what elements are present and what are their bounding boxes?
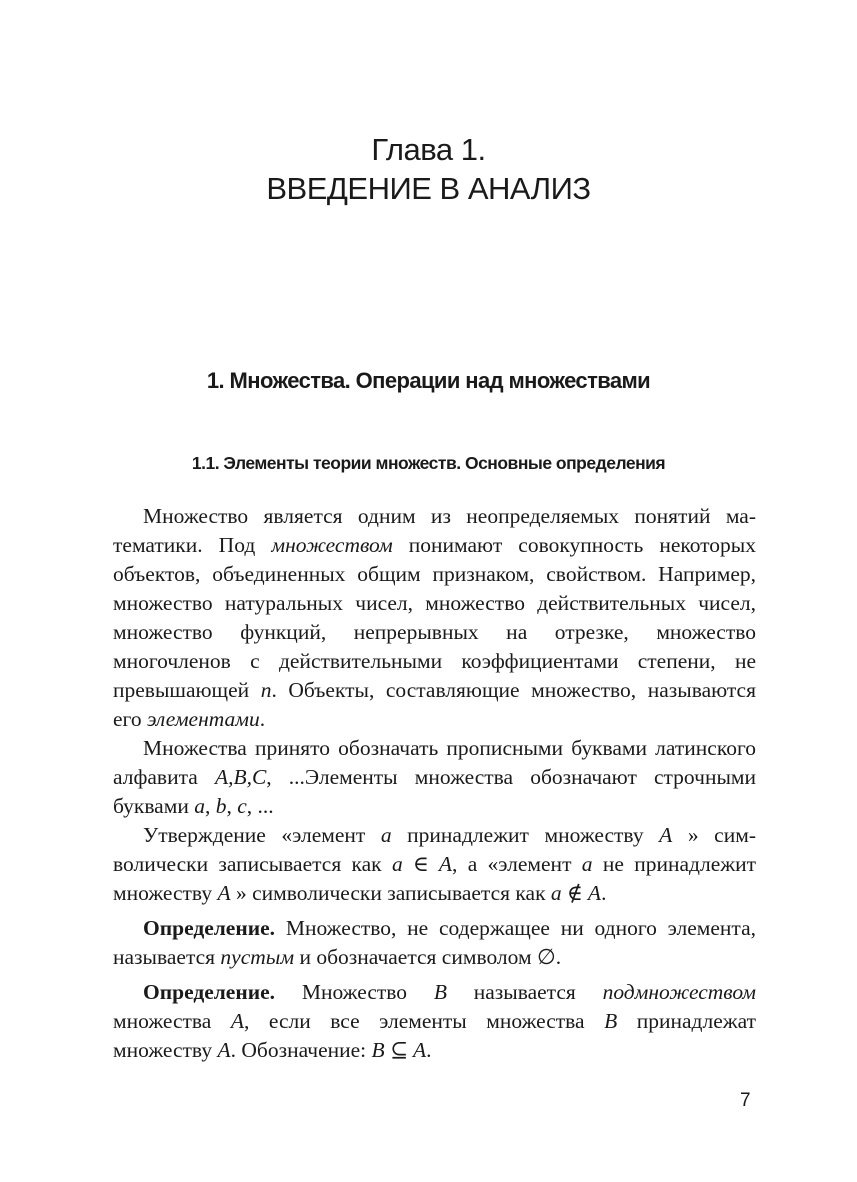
math-symbol: a: [380, 823, 392, 847]
text-run: . Объекты, составляющие множество, называются его: [113, 678, 756, 731]
math-symbol: B: [604, 1009, 618, 1033]
text-run: ,: [226, 794, 238, 818]
section-heading: 1. Множества. Операции над множествами: [206, 368, 651, 393]
empty-set-symbol: ∅: [536, 945, 556, 969]
page-number: 7: [740, 1090, 751, 1111]
math-symbol: A: [230, 1009, 244, 1033]
text-run: » символически записывается как: [113, 823, 756, 876]
text-run: , ...Элементы множества обозначают строчными буквами: [113, 765, 757, 818]
chapter-title: ВВЕДЕНИЕ В АНАЛИЗ: [266, 171, 591, 206]
paragraph-membership: [113, 821, 756, 908]
math-symbol: A: [659, 823, 673, 847]
text-run: называется: [446, 980, 603, 1004]
text-run: , а «элемент: [452, 852, 582, 876]
subsection-heading: 1.1. Элементы теории множеств. Основные определения: [191, 453, 666, 473]
math-symbol: b: [215, 794, 227, 818]
term-emphasis: множеством: [271, 533, 393, 557]
text-run: понимают совокупность некоторых объектов, объединенных общим признаком, свойством. Например, множество натуральных чисел, множество действительных чисел, множество функций, непрерывных на отрезке, множество многочленов с действительными коэффициентами степени, не превышающей: [113, 533, 756, 702]
text-run: , если все элементы множества: [243, 1009, 605, 1033]
text-run: . Обозначение:: [230, 1038, 372, 1062]
text-run: Множество является одним из неопределяемых понятий математики. Под: [113, 504, 756, 557]
definition-label: Определение.: [143, 980, 276, 1004]
math-symbol: A,B,C: [214, 765, 267, 789]
text-run: Множества принято обозначать прописными буквами латинского алфавита: [113, 736, 756, 789]
term-emphasis: подмножеством: [602, 980, 757, 1004]
math-symbol: A: [217, 881, 231, 905]
paragraph-notation: [113, 734, 756, 821]
text-run: ,: [204, 794, 216, 818]
text-run: и обозначается символом: [294, 945, 537, 969]
math-symbol: A: [217, 1038, 231, 1062]
text-run: Множество, не содержащее ни одного элемента, называется: [113, 916, 756, 969]
text-run: принадлежит множеству: [391, 823, 660, 847]
chapter-label: Глава 1.: [371, 132, 486, 167]
text-run: .: [555, 945, 562, 969]
math-symbol: n: [260, 678, 272, 702]
text-run: .: [259, 707, 266, 731]
text-run: Утверждение «элемент: [143, 823, 381, 847]
math-symbol: a: [194, 794, 205, 818]
term-emphasis: пустым: [220, 945, 295, 969]
paragraph-empty-set-definition: [113, 914, 756, 972]
math-formula: a ∈ A: [391, 852, 452, 876]
math-symbol: B: [433, 980, 447, 1004]
math-symbol: c: [237, 794, 247, 818]
math-symbol: a: [581, 852, 593, 876]
text-run: не принадлежит множеству: [113, 852, 756, 905]
text-run: , ...: [246, 794, 274, 818]
definition-label: Определение.: [143, 916, 276, 940]
text-run: » символически записывается как: [230, 881, 551, 905]
text-run: .: [601, 881, 607, 905]
math-formula: a ∉ A: [550, 881, 602, 905]
text-run: Множество: [275, 980, 434, 1004]
math-formula: B ⊆ A: [371, 1038, 427, 1062]
body-text: [113, 502, 756, 1065]
text-run: принадлежат множеству: [113, 1009, 756, 1062]
term-emphasis: элементами: [146, 707, 260, 731]
text-run: множества: [113, 1009, 231, 1033]
paragraph-subset-definition: [113, 978, 756, 1065]
paragraph-set-definition: [113, 502, 756, 734]
text-run: .: [426, 1038, 432, 1062]
